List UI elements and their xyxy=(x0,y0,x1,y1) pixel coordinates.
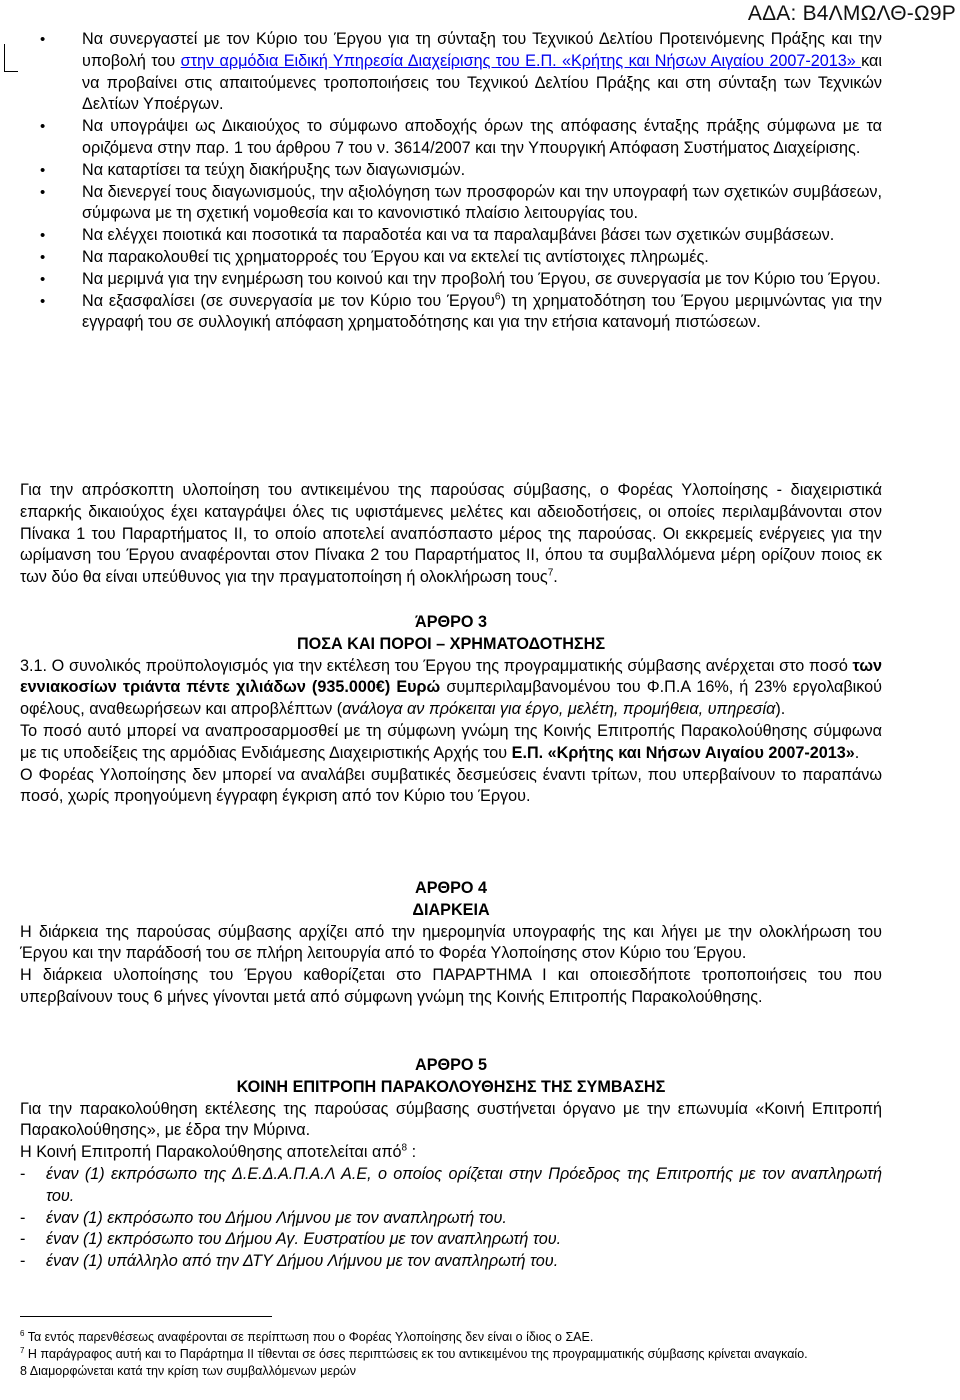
list-item: - έναν (1) εκπρόσωπο του Δήμου Λήμνου με τον αναπληρωτή του. xyxy=(20,1208,882,1230)
list-item: • Να εξασφαλίσει (σε συνεργασία με τον Κύριο του Έργου$^6$) τη χρηματοδότηση του Έργου μεριμνώντας για την εγγραφή του σε συλλογική απόφαση χρηματοδότησης και για την ετήσια κατανομή πιστώσεων. xyxy=(40,291,882,335)
article-title: ΠΟΣΑ ΚΑΙ ΠΟΡΟΙ – ΧΡΗΜΑΤΟΔΟΤΗΣΗΣ xyxy=(296,634,606,653)
list-item: • Να μεριμνά για την ενημέρωση του κοινού και την προβολή του Έργου, σε συνεργασία με τον Κύριο του Έργου. xyxy=(40,269,882,291)
margin-revision-mark-tick xyxy=(4,71,18,72)
article-number: ΆΡΘΡΟ 3 xyxy=(415,613,487,631)
footnote: 8 Διαμορφώνεται κατά την κρίση των συμβαλλόμενων μερών xyxy=(20,1364,357,1378)
intro-paragraph: Για την απρόσκοπτη υλοποίηση του αντικειμένου της παρούσας σύμβασης, ο Φορέας Υλοποίησης - διαχειριστικά επαρκής δικαιούχος έχει καταγράψει όλες τις υφιστάμενες μελέτες και αδειοδοτήσεις, οι οποίες περιλαμβάνονται στον Πίνακα 1 του Παραρτήματος ΙΙ, το οποίο αποτελεί αναπόσπαστο μέρος της παρούσας. Οι εκκρεμείς ενέργειες για την ωρίμανση του Έργου αναφέρονται στον Πίνακα 2 του Παραρτήματος ΙΙ, όπου τα συμβαλλόμενα μέρη ορίζουν ποιος εκ των δύο θα είναι υπεύθυνος για την πραγματοποίηση ή ολοκλήρωση τους$^7$. xyxy=(20,481,882,587)
article-paragraph: Ο Φορέας Υλοποίησης δεν μπορεί να αναλάβει συμβατικές δεσμεύσεις έναντι τρίτων, που υπερβαίνουν το παραπάνω ποσό, χωρίς προηγούμενη έγγραφη έγκριση από τον Κύριο του Έργου. xyxy=(20,765,882,806)
ada-code: ΑΔΑ: Β4ΛΜΩΛΘ-Ω9Ρ xyxy=(747,2,956,25)
margin-revision-mark xyxy=(4,44,5,72)
list-item: • Να παρακολουθεί τις χρηματορροές του Έργου και να εκτελεί τις αντίστοιχες πληρωμές. xyxy=(40,247,882,269)
footnote: $^7$ Η παράγραφος αυτή και το Παράρτημα ΙΙ τίθενται σε όσες περιπτώσεις εκ του αντικειμένου της προγραμματικής σύμβασης κρίνεται αναγκαίο. xyxy=(20,1345,808,1361)
footnotes xyxy=(20,1329,882,1380)
list-item: - έναν (1) υπάλληλο από την ΔΤΥ Δήμου Λήμνου με τον αναπληρωτή του. xyxy=(20,1251,882,1273)
article-title: ΚΟΙΝΗ ΕΠΙΤΡΟΠΗ ΠΑΡΑΚΟΛΟΥΘΗΣΗΣ ΤΗΣ ΣΥΜΒΑΣΗΣ xyxy=(236,1077,666,1096)
list-item: • Να συνεργαστεί με τον Κύριο του Έργου για τη σύνταξη του Τεχνικού Δελτίου Προτεινόμενης Πράξης και την υποβολή του στην αρμόδια Ειδική Υπηρεσία Διαχείρισης του Ε.Π. «Κρήτης και Νήσων Αιγαίου 2007-2013» και να προβαίνει στις απαιτούμενες τροποποιήσεις του Τεχνικού Δελτίου Πράξης και στη σύνταξη των Τεχνικών Δελτίων Υποέργων. xyxy=(40,29,882,116)
list-item: • Να διενεργεί τους διαγωνισμούς, την αξιολόγηση των προσφορών και την υπογραφή των σχετικών συμβάσεων, σύμφωνα με τη σχετική νομοθεσία και το κανονιστικό πλαίσιο λειτουργίας του. xyxy=(40,182,882,226)
duties-list xyxy=(40,29,882,334)
article-number: ΑΡΘΡΟ 5 xyxy=(415,1056,487,1074)
article-4 xyxy=(20,878,882,1009)
article-number: ΑΡΘΡΟ 4 xyxy=(415,879,487,897)
footnote-ref: 7 xyxy=(547,567,554,579)
list-item: - έναν (1) εκπρόσωπο της Δ.Ε.Δ.Α.Π.Α.Λ Α.Ε, ο οποίος ορίζεται στην Πρόεδρος της Επιτροπής με τον αναπληρωτή του. xyxy=(20,1164,882,1208)
article-5 xyxy=(20,1055,882,1273)
footnote-ref: 6 xyxy=(494,291,501,303)
committee-members-list xyxy=(20,1164,882,1273)
article-paragraph: Το ποσό αυτό μπορεί να αναπροσαρμοσθεί με τη σύμφωνη γνώμη της Κοινής Επιτροπής Παρακολούθησης σύμφωνα με τις υποδείξεις της αρμόδιας Ενδιάμεσης Διαχειριστικής Αρχής του Ε.Π. «Κρήτης και Νήσων Αιγαίου 2007-2013». xyxy=(20,721,882,762)
footnote-divider xyxy=(20,1316,272,1317)
link-managing-authority[interactable]: στην αρμόδια Ειδική Υπηρεσία Διαχείρισης του Ε.Π. «Κρήτης και Νήσων Αιγαίου 2007-2013» xyxy=(180,51,862,70)
article-paragraph: 3.1. Ο συνολικός προϋπολογισμός για την εκτέλεση του Έργου της προγραμματικής σύμβασης ανέρχεται στο ποσό των εννιακοσίων τριάντα πέντε χιλιάδων (935.000€) Ευρώ συμπεριλαμβανομένου του Φ.Π.Α 16%, ή 23% εργολαβικού οφέλους, αναθεωρήσεων και απροβλέπτων (ανάλογα αν πρόκειται για έργο, μελέτη, προμήθεια, υπηρεσία). xyxy=(20,656,882,719)
list-item: • Να καταρτίσει τα τεύχη διακήρυξης των διαγωνισμών. xyxy=(40,160,882,182)
article-paragraph: Η διάρκεια της παρούσας σύμβασης αρχίζει από την ημερομηνία υπογραφής της και λήγει με την ολοκλήρωση του Έργου και την παράδοσή του σε πλήρη λειτουργία από το Φορέα Υλοποίησης στον Κύριο του Έργου. xyxy=(20,922,882,963)
article-title: ΔΙΑΡΚΕΙΑ xyxy=(412,900,490,919)
article-paragraph: Για την παρακολούθηση εκτέλεσης της παρούσας σύμβασης συστήνεται όργανο με την επωνυμία «Κοινή Επιτροπή Παρακολούθησης», με έδρα την Μύρινα. xyxy=(20,1099,882,1140)
footnote-ref: 8 xyxy=(401,1142,408,1154)
article-paragraph: Η Κοινή Επιτροπή Παρακολούθησης αποτελείται από$^8$ : xyxy=(20,1142,417,1162)
footnote: $^6$ Τα εντός παρενθέσεως αναφέρονται σε περίπτωση που ο Φορέας Υλοποίησης δεν είναι ο ίδιος ο ΣΑΕ. xyxy=(20,1328,594,1344)
article-3 xyxy=(20,612,882,808)
article-paragraph: Η διάρκεια υλοποίησης του Έργου καθορίζεται στο ΠΑΡΑΡΤΗΜΑ Ι και οποιεσδήποτε τροποποιήσεις του που υπερβαίνουν τους 6 μήνες γίνονται μετά από σύμφωνη γνώμη της Κοινής Επιτροπής Παρακολούθησης. xyxy=(20,966,882,1006)
list-item: • Να ελέγχει ποιοτικά και ποσοτικά τα παραδοτέα και να τα παραλαμβάνει βάσει των σχετικών συμβάσεων. xyxy=(40,225,882,247)
list-item: • Να υπογράψει ως Δικαιούχος το σύμφωνο αποδοχής όρων της απόφασης ένταξης πράξης σύμφωνα με τα οριζόμενα στην παρ. 1 του άρθρου 7 του ν. 3614/2007 και την Υπουργική Απόφαση Συστήματος Διαχείρισης. xyxy=(40,116,882,160)
list-item: - έναν (1) εκπρόσωπο του Δήμου Αγ. Ευστρατίου με τον αναπληρωτή του. xyxy=(20,1229,882,1251)
